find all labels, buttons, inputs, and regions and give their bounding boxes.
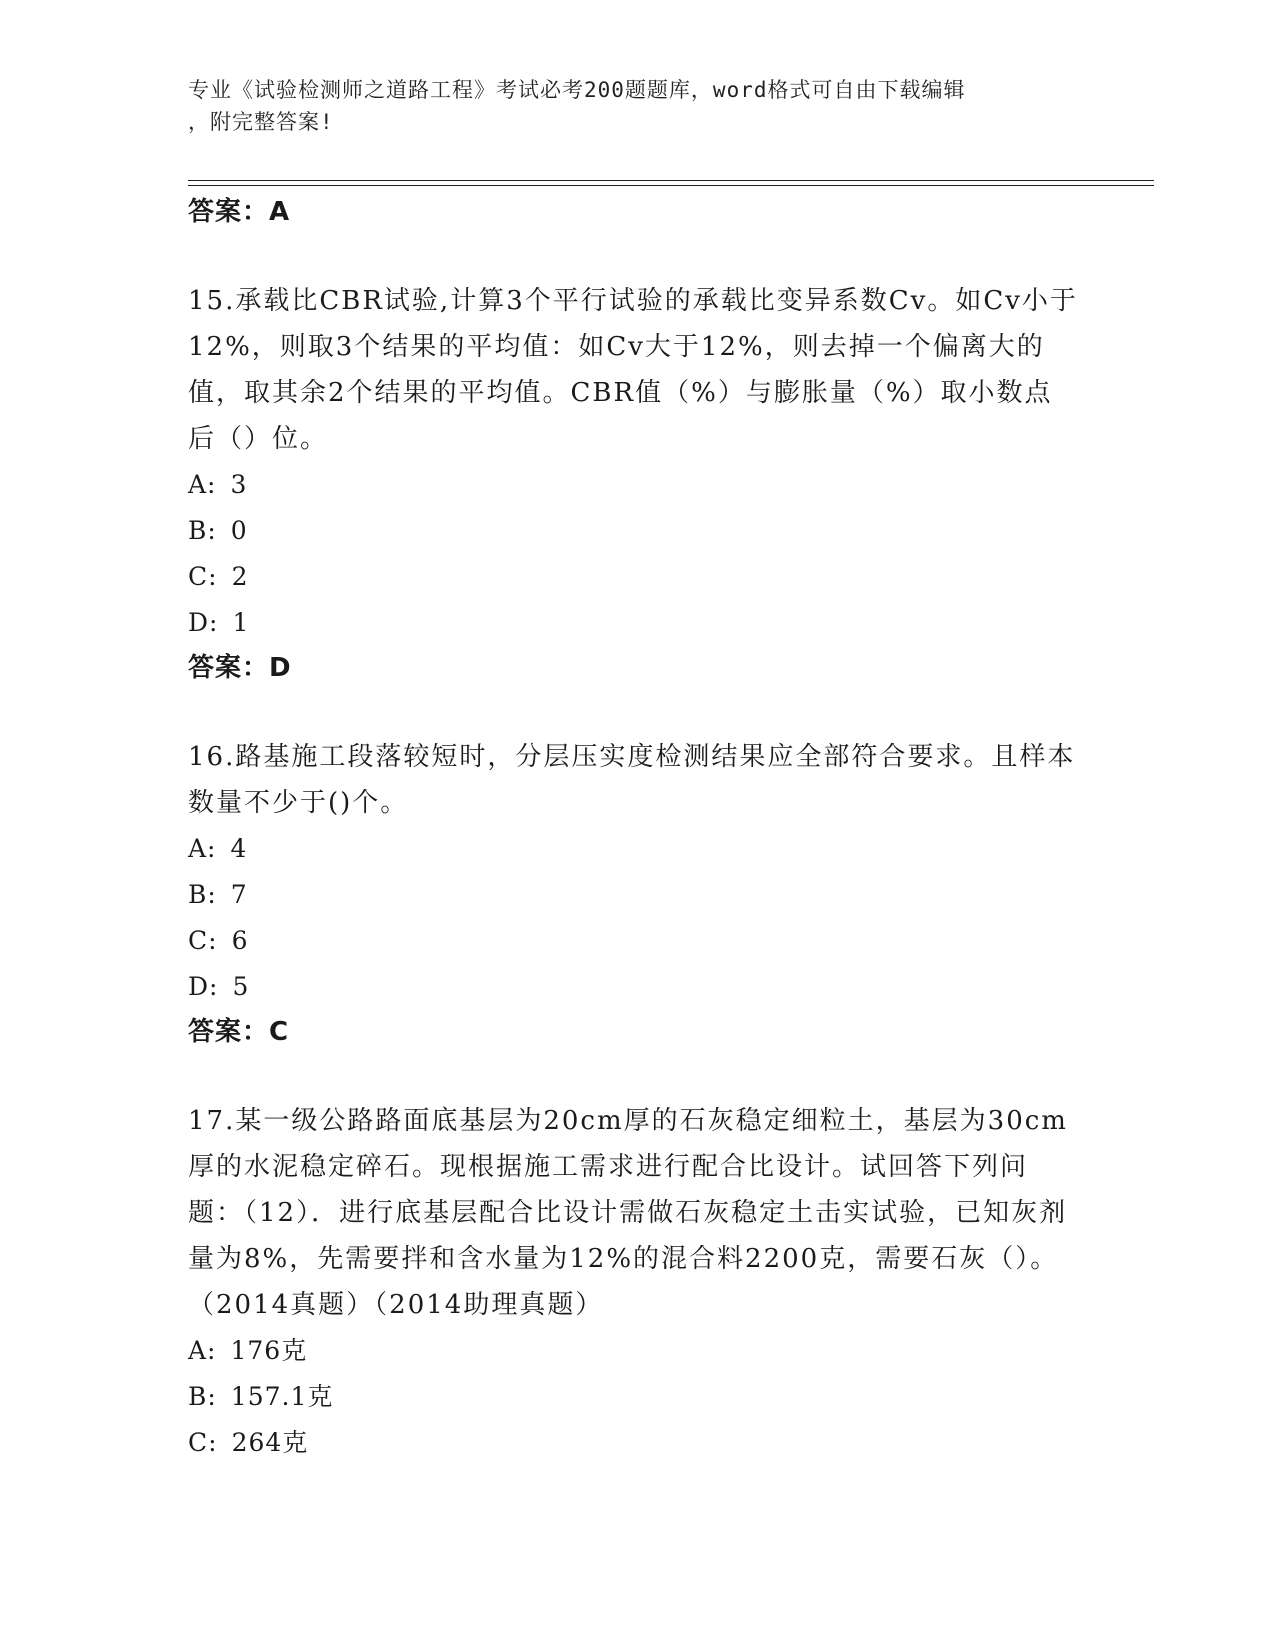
option-b: B: 0 (188, 516, 248, 545)
question-text: 15.承载比CBR试验,计算3个平行试验的承载比变异系数Cv。如Cv小于12%，则取3个结果的平均值：如Cv大于12%，则去掉一个偏离大的值，取其余2个结果的平均值。CBR值（%）与膨胀量（%）取小数点后（）位。 (188, 286, 1078, 454)
question-17 (188, 1098, 1078, 1466)
option-d: D: 1 (188, 608, 250, 637)
option-c: C: 2 (188, 562, 249, 591)
question-16 (188, 734, 1078, 1054)
option-c: C: 264克 (188, 1428, 309, 1457)
answer-label: 答案：C (188, 1017, 290, 1047)
header-rule-top (188, 180, 1154, 181)
option-a: A: 3 (188, 470, 248, 499)
document-body (188, 190, 1078, 1466)
header-line-1: 专业《试验检测师之道路工程》考试必考200题题库，word格式可自由下载编辑 (188, 78, 966, 102)
question-text: 16.路基施工段落较短时，分层压实度检测结果应全部符合要求。且样本数量不少于()个。 (188, 742, 1076, 818)
header-line-2: ，附完整答案! (188, 110, 334, 134)
option-c: C: 6 (188, 926, 249, 955)
option-a: A: 176克 (188, 1336, 308, 1365)
answer-label: 答案：A (188, 197, 291, 227)
answer-label: 答案：D (188, 653, 292, 683)
question-text: 17.某一级公路路面底基层为20cm厚的石灰稳定细粒土，基层为30cm厚的水泥稳定碎石。现根据施工需求进行配合比设计。试回答下列问题：（12）．进行底基层配合比设计需做石灰稳定土击实试验，已知灰剂量为8%，先需要拌和含水量为12%的混合料2200克，需要石灰（）。（2014真题）（2014助理真题） (188, 1106, 1068, 1320)
header-rule-bottom (188, 185, 1154, 186)
option-b: B: 7 (188, 880, 248, 909)
document-header (188, 74, 1088, 138)
option-d: D: 5 (188, 972, 250, 1001)
question-15 (188, 278, 1078, 690)
option-a: A: 4 (188, 834, 248, 863)
option-b: B: 157.1克 (188, 1382, 334, 1411)
